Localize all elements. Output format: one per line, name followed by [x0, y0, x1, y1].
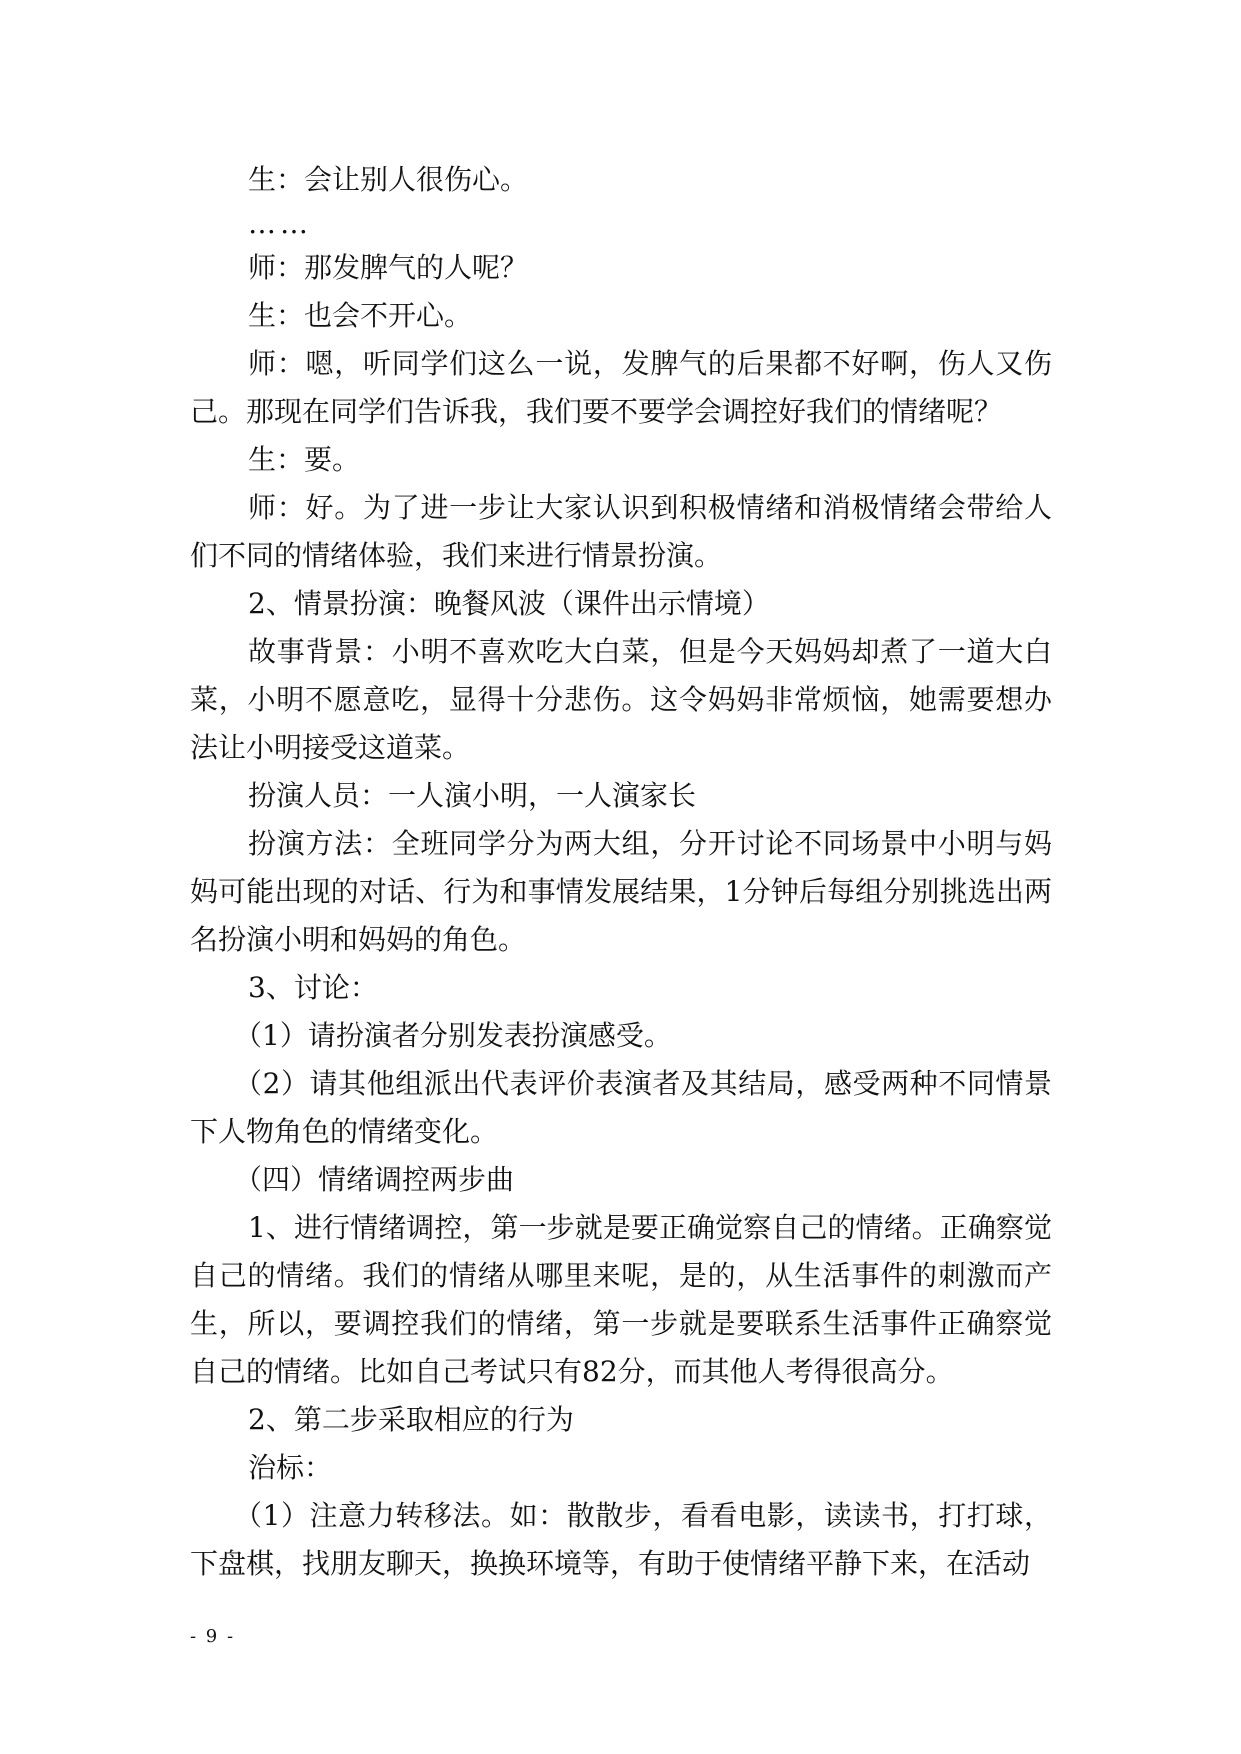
- page-number: - 9 -: [190, 1626, 236, 1647]
- paragraph-roleplay-cast: 扮演人员：一人演小明，一人演家长: [248, 779, 697, 812]
- paragraph-teacher-question: 师：那发脾气的人呢？: [248, 251, 529, 284]
- document-body: [190, 156, 1052, 1588]
- paragraph-step-two: 2、第二步采取相应的行为: [248, 1403, 574, 1436]
- paragraph-step-one: 1、进行情绪调控，第一步就是要正确觉察自己的情绪。正确察觉自己的情绪。我们的情绪从哪里来呢，是的，从生活事件的刺激而产生，所以，要调控我们的情绪，第一步就是要联系生活事件正确察觉自己的情绪。比如自己考试只有82分，而其他人考得很高分。: [190, 1211, 1052, 1388]
- paragraph-discussion-item-2: （2）请其他组派出代表评价表演者及其结局，感受两种不同情景下人物角色的情绪变化。: [190, 1067, 1052, 1148]
- paragraph-student-reply-3: 生：要。: [248, 443, 361, 476]
- paragraph-teacher-summary: 师：嗯，听同学们这么一说，发脾气的后果都不好啊，伤人又伤己。那现在同学们告诉我，我们要不要学会调控好我们的情绪呢？: [190, 347, 1052, 428]
- paragraph-attention-shift: （1）注意力转移法。如：散散步，看看电影，读读书，打打球，下盘棋，找朋友聊天，换换环境等，有助于使情绪平静下来，在活动: [190, 1499, 1052, 1580]
- paragraph-student-reply-2: 生：也会不开心。: [248, 299, 473, 332]
- paragraph-story-background: 故事背景：小明不喜欢吃大白菜，但是今天妈妈却煮了一道大白菜，小明不愿意吃，显得十分悲伤。这令妈妈非常烦恼，她需要想办法让小明接受这道菜。: [190, 635, 1052, 764]
- paragraph-roleplay-method: 扮演方法：全班同学分为两大组，分开讨论不同场景中小明与妈妈可能出现的对话、行为和事情发展结果，1分钟后每组分别挑选出两名扮演小明和妈妈的角色。: [190, 827, 1052, 956]
- paragraph-teacher-intro-roleplay: 师：好。为了进一步让大家认识到积极情绪和消极情绪会带给人们不同的情绪体验，我们来进行情景扮演。: [190, 491, 1052, 572]
- paragraph-ellipsis: ……: [248, 207, 312, 240]
- paragraph-discussion-item-1: （1）请扮演者分别发表扮演感受。: [234, 1019, 672, 1052]
- paragraph-treat-symptoms: 治标：: [248, 1451, 333, 1484]
- section-heading-two-steps: （四）情绪调控两步曲: [234, 1163, 515, 1196]
- section-heading-discussion: 3、讨论：: [248, 971, 378, 1004]
- section-heading-roleplay: 2、情景扮演：晚餐风波（课件出示情境）: [248, 587, 770, 620]
- paragraph-student-reply-1: 生：会让别人很伤心。: [248, 163, 529, 196]
